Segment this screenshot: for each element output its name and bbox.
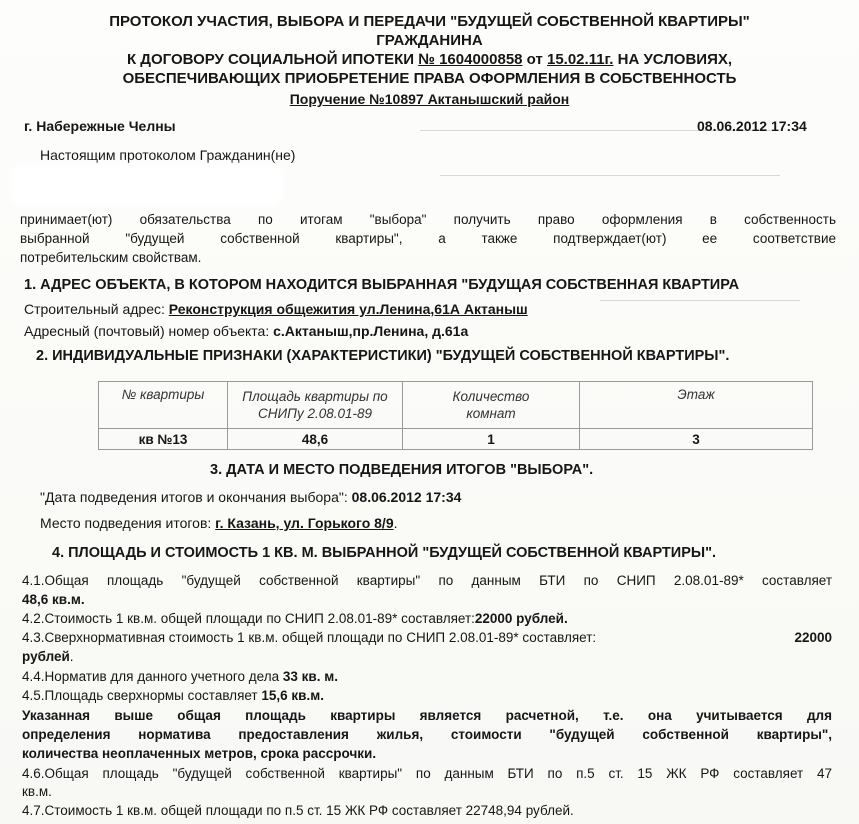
col-rooms: Количество комнат (403, 382, 580, 429)
item-4-4: 4.4.Норматив для данного учетного дела 33 кв. м. (22, 669, 338, 684)
table-row (99, 429, 813, 450)
item-4-3-cont: рублей. (22, 649, 74, 664)
doc-title-line2: ГРАЖДАНИНА (376, 32, 483, 49)
redacted-name (14, 168, 280, 202)
bleed-through-mark (440, 175, 780, 176)
intro-paragraph-line2: выбранной "будущей собственной квартиры", а также подтверждает(ют) ее соответствие (20, 231, 836, 246)
bleed-through-mark (600, 300, 800, 301)
col-floor: Этаж (580, 382, 813, 429)
item-4-3: 4.3.Сверхнормативная стоимость 1 кв.м. общей площади по СНИП 2.08.01-89* составляет: 22000 (22, 630, 832, 645)
city: г. Набережные Челны (24, 118, 176, 134)
contract-date: 15.02.11г. (546, 51, 614, 68)
note-line3: количества неоплаченных метров, срока рассрочки. (22, 746, 377, 761)
summary-place-value: г. Казань, ул. Горького 8/9 (215, 515, 394, 531)
col-apartment-no: № квартиры (99, 382, 228, 429)
section1-title: 1. АДРЕС ОБЪЕКТА, В КОТОРОМ НАХОДИТСЯ ВЫБРАННАЯ "БУДУЩАЯ СОБСТВЕННАЯ КВАРТИРА (24, 277, 740, 293)
summary-place: Место подведения итогов: г. Казань, ул. Горького 8/9. (40, 515, 398, 531)
apartment-table (98, 381, 813, 450)
item-4-3-value: 22000 (794, 630, 832, 645)
doc-title-line4: ОБЕСПЕЧИВАЮЩИХ ПРИОБРЕТЕНИЕ ПРАВА ОФОРМЛЕНИЯ В СОБСТВЕННОСТЬ (122, 70, 737, 87)
summary-date-value: 08.06.2012 17:34 (351, 489, 462, 505)
item-4-5: 4.5.Площадь сверхнормы составляет 15,6 кв.м. (22, 688, 324, 703)
section2-title: 2. ИНДИВИДУАЛЬНЫЕ ПРИЗНАКИ (ХАРАКТЕРИСТИКИ) "БУДУЩЕЙ СОБСТВЕННОЙ КВАРТИРЫ". (36, 348, 730, 364)
section4-title: 4. ПЛОЩАДЬ И СТОИМОСТЬ 1 КВ. М. ВЫБРАННОЙ "БУДУЩЕЙ СОБСТВЕННОЙ КВАРТИРЫ". (52, 545, 716, 561)
build-address: Строительный адрес: Реконструкция общежития ул.Ленина,61А Актаныш (24, 301, 528, 317)
item-4-4-value: 33 кв. м. (282, 669, 338, 684)
cell-apartment-no: кв №13 (99, 429, 228, 450)
intro-paragraph-line3: потребительским свойствам. (20, 250, 202, 265)
summary-date: "Дата подведения итогов и окончания выбора": 08.06.2012 17:34 (40, 489, 462, 505)
cell-rooms: 1 (403, 429, 580, 450)
intro-line: Настоящим протоколом Гражданин(не) (40, 147, 296, 163)
table-header-row (99, 382, 813, 429)
item-4-5-value: 15,6 кв.м. (261, 688, 324, 703)
section3-title: 3. ДАТА И МЕСТО ПОДВЕДЕНИЯ ИТОГОВ "ВЫБОРА". (210, 462, 594, 478)
item-4-6-cont: кв.м. (22, 784, 52, 799)
protocol-datetime: 08.06.2012 17:34 (697, 118, 807, 134)
item-4-2-value: 22000 рублей. (474, 611, 568, 626)
item-4-6: 4.6.Общая площадь "будущей собственной квартиры" по данным БТИ по п.5 ст. 15 ЖК РФ составляет 47 (22, 766, 832, 781)
item-4-2: 4.2.Стоимость 1 кв.м. общей площади по СНИП 2.08.01-89* составляет:22000 рублей. (22, 611, 568, 626)
cell-area: 48,6 (228, 429, 403, 450)
doc-title-line3: К ДОГОВОРУ СОЦИАЛЬНОЙ ИПОТЕКИ № 1604000858 от 15.02.11г. НА УСЛОВИЯХ, (126, 51, 733, 68)
item-4-1: 4.1.Общая площадь "будущей собственной квартиры" по данным БТИ по СНИП 2.08.01-89* составляет (22, 573, 832, 588)
col-area: Площадь квартиры по СНИПу 2.08.01-89 (228, 382, 403, 429)
item-4-7: 4.7.Стоимость 1 кв.м. общей площади по п.5 ст. 15 ЖК РФ составляет 22748,94 рублей. (22, 803, 574, 818)
build-address-value: Реконструкция общежития ул.Ленина,61А Актаныш (168, 301, 528, 317)
intro-paragraph-line1: принимает(ют) обязательства по итогам "выбора" получить право оформления в собственность (20, 212, 836, 227)
doc-title-line1: ПРОТОКОЛ УЧАСТИЯ, ВЫБОРА И ПЕРЕДАЧИ "БУДУЩЕЙ СОБСТВЕННОЙ КВАРТИРЫ" (109, 13, 750, 30)
note-line2: определения норматива предоставления жилья, стоимости "будущей собственной квартиры", (22, 727, 832, 742)
note-line1: Указанная выше общая площадь квартиры является расчетной, т.е. она учитывается для (22, 708, 832, 723)
contract-number: № 1604000858 (418, 51, 523, 68)
postal-address-value: с.Актаныш,пр.Ленина, д.61а (273, 323, 469, 339)
item-4-1-value: 48,6 кв.м. (22, 592, 85, 607)
postal-address: Адресный (почтовый) номер объекта: с.Актаныш,пр.Ленина, д.61а (24, 323, 469, 339)
order-line: Поручение №10897 Актанышский район (289, 91, 570, 107)
cell-floor: 3 (580, 429, 813, 450)
